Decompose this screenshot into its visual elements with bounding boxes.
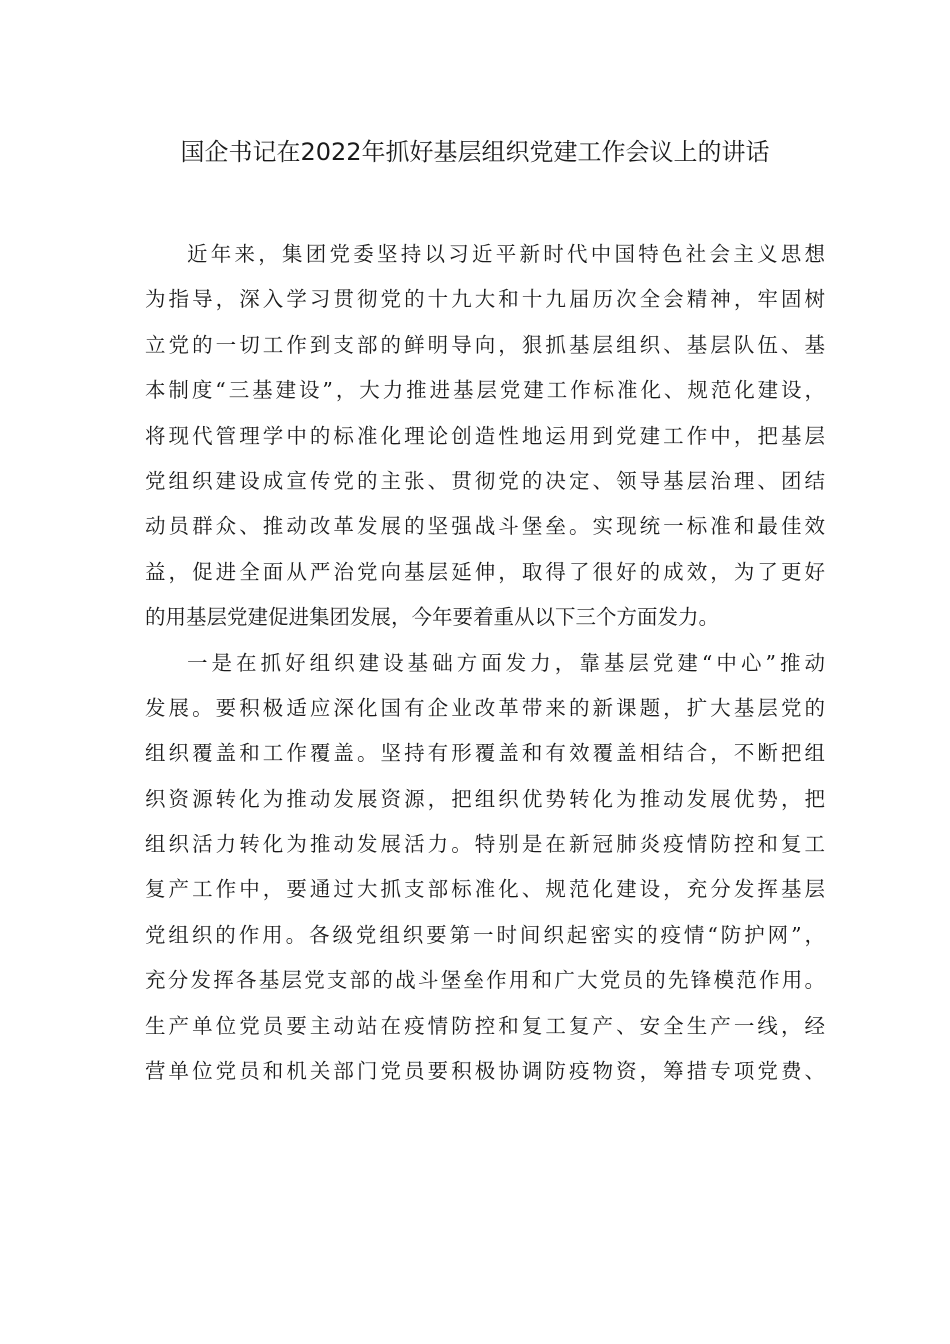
document-body xyxy=(145,232,825,1094)
text-line: 将现代管理学中的标准化理论创造性地运用到党建工作中，把基层 xyxy=(145,423,825,448)
text-line: 立党的一切工作到支部的鲜明导向，狠抓基层组织、基层队伍、基 xyxy=(145,332,825,357)
text-line: 复产工作中，要通过大抓支部标准化、规范化建设，充分发挥基层 xyxy=(145,877,825,902)
text-line: 组织活力转化为推动发展活力。特别是在新冠肺炎疫情防控和复工 xyxy=(145,832,825,857)
text-line: 近年来，集团党委坚持以习近平新时代中国特色社会主义思想 xyxy=(187,242,825,266)
text-line: 发展。要积极适应深化国有企业改革带来的新课题，扩大基层党的 xyxy=(145,695,825,720)
text-line: 本制度“三基建设”，大力推进基层党建工作标准化、规范化建设， xyxy=(145,378,825,403)
text-line: 充分发挥各基层党支部的战斗堡垒作用和广大党员的先锋模范作用。 xyxy=(145,968,825,993)
text-line: 益，促进全面从严治党向基层延伸，取得了很好的成效，为了更好 xyxy=(145,559,825,584)
text-line: 组织覆盖和工作覆盖。坚持有形覆盖和有效覆盖相结合，不断把组 xyxy=(145,741,825,766)
paragraph-2 xyxy=(145,641,825,1095)
text-line: 织资源转化为推动发展资源，把组织优势转化为推动发展优势，把 xyxy=(145,786,825,811)
text-line: 动员群众、推动改革发展的坚强战斗堡垒。实现统一标准和最佳效 xyxy=(145,514,825,539)
paragraph-1 xyxy=(145,232,825,641)
text-line: 一是在抓好组织建设基础方面发力，靠基层党建“中心”推动 xyxy=(187,650,825,675)
text-line: 党组织建设成宣传党的主张、贯彻党的决定、领导基层治理、团结 xyxy=(145,468,825,493)
text-line: 生产单位党员要主动站在疫情防控和复工复产、安全生产一线，经 xyxy=(145,1013,825,1038)
text-line: 营单位党员和机关部门党员要积极协调防疫物资，筹措专项党费、 xyxy=(145,1059,825,1084)
text-line: 为指导，深入学习贯彻党的十九大和十九届历次全会精神，牢固树 xyxy=(145,287,825,312)
document-title: 国企书记在2022年抓好基层组织党建工作会议上的讲话 xyxy=(180,138,770,166)
text-line: 的用基层党建促进集团发展，今年要着重从以下三个方面发力。 xyxy=(145,605,719,630)
text-line: 党组织的作用。各级党组织要第一时间织起密实的疫情“防护网”， xyxy=(145,922,825,947)
